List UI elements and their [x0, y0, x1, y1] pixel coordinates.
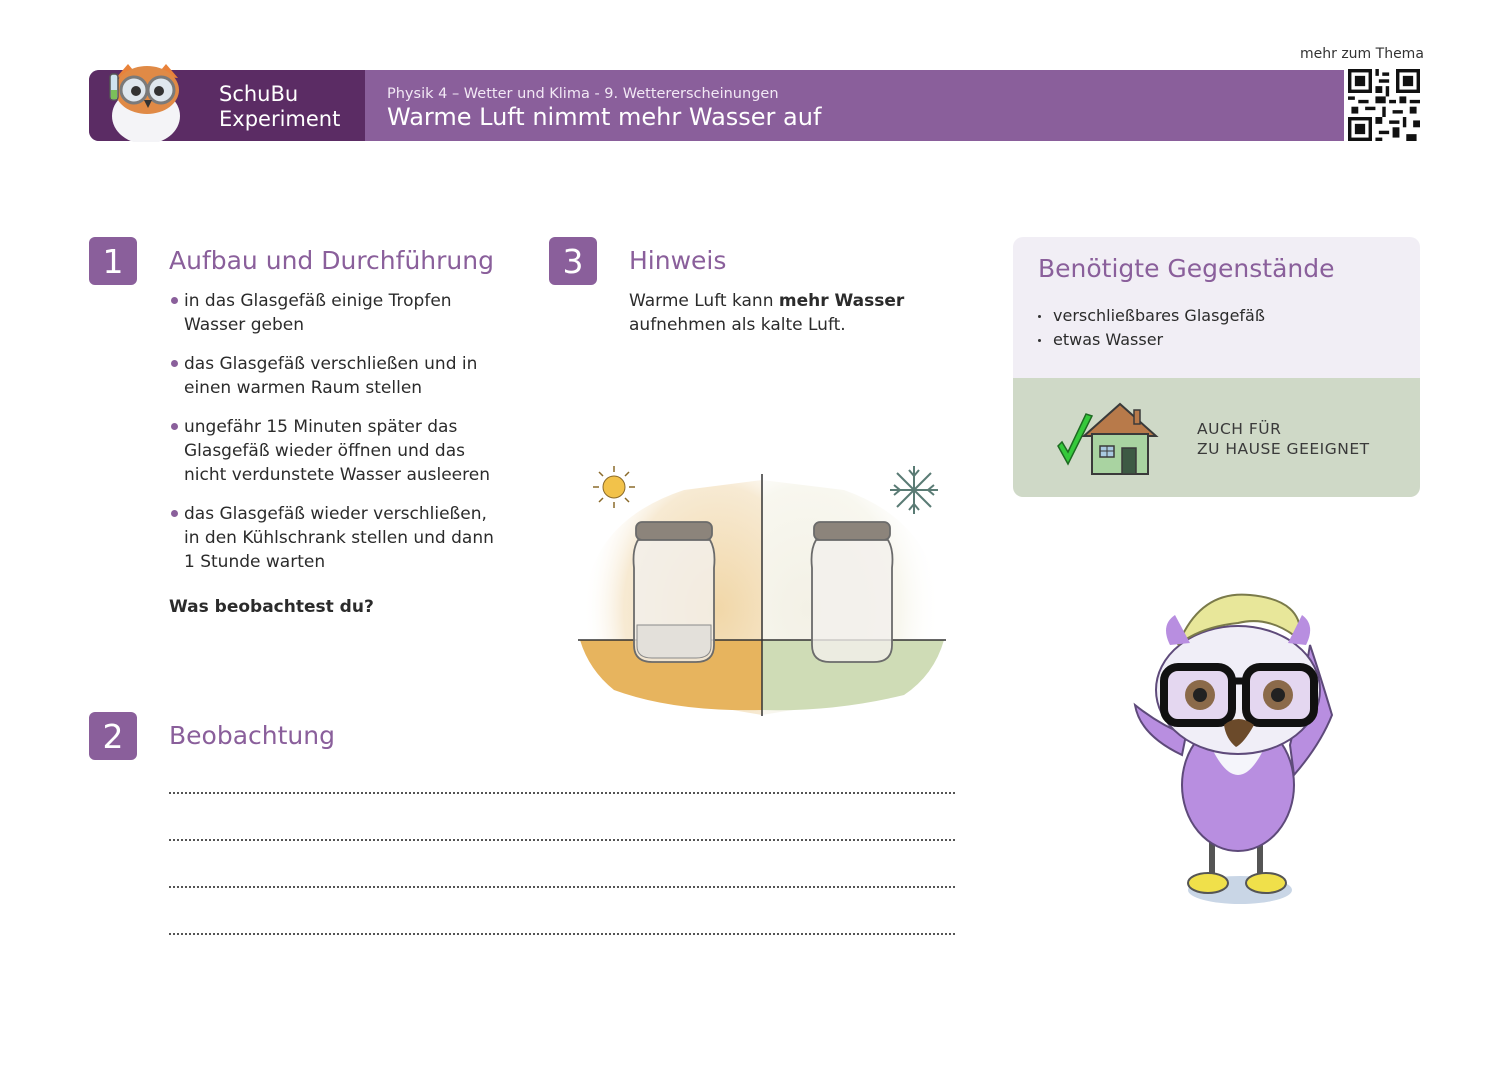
- observation-question: Was beobachtest du?: [169, 597, 374, 617]
- section-number-3: 3: [549, 237, 597, 285]
- hint-emphasis: mehr Wasser: [778, 291, 905, 311]
- section-title-setup: Aufbau und Durchführung: [169, 246, 494, 275]
- owl-mascot-icon: [1120, 585, 1350, 915]
- list-item: das Glasgefäß verschließen und in einen warmen Raum stellen: [170, 352, 515, 400]
- list-item: verschließbares Glasgefäß: [1038, 304, 1265, 328]
- owl-scientist-icon: [94, 56, 190, 142]
- page-title: Warme Luft nimmt mehr Wasser auf: [387, 103, 822, 131]
- answer-line-3[interactable]: [169, 886, 955, 888]
- section-number-1: 1: [89, 237, 137, 285]
- section-title-observation: Beobachtung: [169, 721, 335, 750]
- snowflake-icon: [890, 466, 938, 514]
- answer-line-1[interactable]: [169, 792, 955, 794]
- list-item: in das Glasgefäß einige Tropfen Wasser geben: [170, 289, 515, 337]
- answer-lines[interactable]: [169, 792, 955, 980]
- steps-list: [170, 289, 515, 589]
- more-on-topic-link[interactable]: mehr zum Thema: [1300, 46, 1424, 62]
- jar-experiment-illustration: [574, 450, 950, 720]
- house-check-icon: [1050, 400, 1160, 478]
- home-suitable-label: AUCH FÜR ZU HAUSE GEEIGNET: [1197, 420, 1370, 458]
- brand-line-2: Experiment: [219, 107, 341, 131]
- section-title-hint: Hinweis: [629, 246, 727, 275]
- qr-code-icon[interactable]: [1348, 69, 1420, 141]
- section-number-2: 2: [89, 712, 137, 760]
- materials-list: [1038, 304, 1265, 352]
- brand-line-1: SchuBu: [219, 82, 299, 106]
- answer-line-4[interactable]: [169, 933, 955, 935]
- brand-name: [219, 82, 340, 132]
- materials-title: Benötigte Gegenstände: [1038, 254, 1335, 283]
- hint-text: Warme Luft kann mehr Wasser aufnehmen als kalte Luft.: [629, 291, 905, 335]
- warm-jar: [634, 522, 715, 662]
- cold-jar: [812, 522, 893, 662]
- list-item: das Glasgefäß wieder verschließen, in den Kühlschrank stellen und dann 1 Stunde warten: [170, 502, 515, 574]
- list-item: ungefähr 15 Minuten später das Glasgefäß wieder öffnen und das nicht verdunstete Wasser ausleeren: [170, 415, 515, 487]
- list-item: etwas Wasser: [1038, 328, 1265, 352]
- answer-line-2[interactable]: [169, 839, 955, 841]
- subject-breadcrumb: Physik 4 – Wetter und Klima - 9. Wettererscheinungen: [387, 86, 779, 102]
- sun-icon: [593, 466, 635, 508]
